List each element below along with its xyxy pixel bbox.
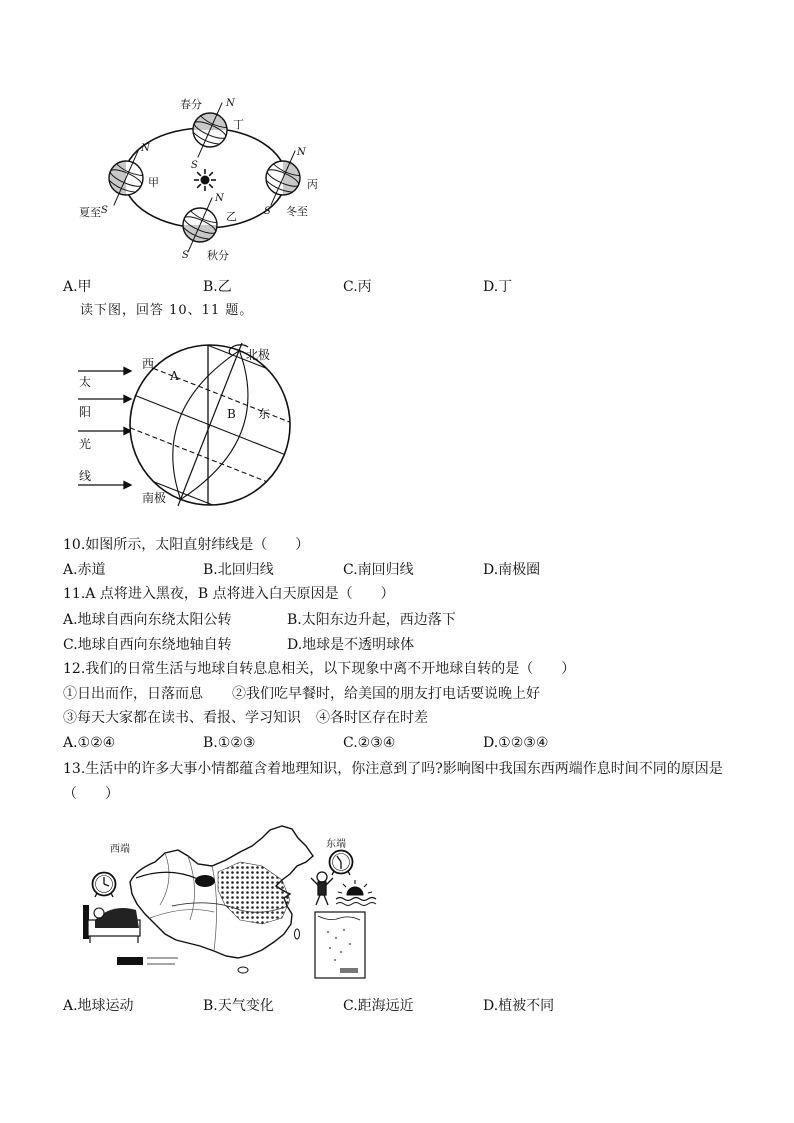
label-autumn-equinox: 秋分 xyxy=(207,249,229,262)
label-south: S xyxy=(101,205,108,216)
q11-option-b: B.太阳东边升起，西边落下 xyxy=(287,612,456,628)
q9-option-a: A.甲 xyxy=(63,279,92,295)
china-map-diagram xyxy=(78,822,393,990)
sun-ray xyxy=(209,172,213,176)
label-east: 东 xyxy=(258,407,271,421)
sunlight-char-3: 光 xyxy=(79,437,92,451)
sun-ray xyxy=(368,892,372,893)
label-point-b: B xyxy=(227,407,236,421)
earth-night-side xyxy=(283,161,300,195)
inset-island xyxy=(343,929,345,931)
sun-ray xyxy=(197,172,201,176)
label-jia: 甲 xyxy=(148,176,159,189)
q13-option-a: A.地球运动 xyxy=(63,998,134,1014)
sleeping-person-icon xyxy=(83,905,140,943)
q10-option-a: A.赤道 xyxy=(63,562,106,578)
south-china-sea-inset xyxy=(315,912,365,978)
label-winter-solstice: 冬至 xyxy=(286,205,308,218)
q11-option-a: A.地球自西向东绕太阳公转 xyxy=(63,612,232,628)
label-point-a: A xyxy=(170,369,179,383)
earth-night-side xyxy=(109,161,126,195)
q9-option-b: B.乙 xyxy=(203,279,232,295)
inset-island xyxy=(334,959,336,961)
inset-island xyxy=(335,937,337,939)
q12-statement-3: ③每天大家都在读书、看报、学习知识 xyxy=(63,710,301,726)
q12-option-a: A.①②④ xyxy=(63,735,116,751)
person-body xyxy=(318,882,326,895)
q11-option-d: D.地球是不透明球体 xyxy=(287,637,415,653)
q12-statement-4: ④各时区存在时差 xyxy=(316,710,428,726)
label-north: N xyxy=(226,98,235,109)
arrowhead xyxy=(124,368,131,375)
globe-diagram xyxy=(70,340,310,512)
waves xyxy=(336,903,376,906)
q13-answer-blank: （ ） xyxy=(63,786,119,802)
label-summer-solstice: 夏至 xyxy=(79,206,101,219)
sunlight-char-2: 阳 xyxy=(79,405,92,419)
label-east-end: 东端 xyxy=(326,839,346,850)
q11-option-c: C.地球自西向东绕地轴自转 xyxy=(63,637,232,653)
inset-island xyxy=(327,931,329,933)
q12-stem: 12.我们的日常生活与地球自转息息相关，以下现象中离不开地球自转的是（ ） xyxy=(63,661,576,677)
q11-stem: 11.A 点将进入黑夜，B 点将进入白天原因是（ ） xyxy=(63,586,395,602)
waves xyxy=(336,898,376,901)
sunlight-char-1: 太 xyxy=(79,375,92,389)
label-north: N xyxy=(215,193,224,204)
dark-region xyxy=(195,875,215,887)
label-bing: 丙 xyxy=(307,178,318,191)
waking-person-icon xyxy=(311,872,333,905)
q12-statement-2: ②我们吃早餐时，给美国的朋友打电话要说晚上好 xyxy=(232,686,540,702)
inset-island xyxy=(329,947,331,949)
label-north: N xyxy=(141,143,150,154)
q12-option-b: B.①②③ xyxy=(203,735,256,751)
sun-ray xyxy=(338,892,342,893)
clock-foot xyxy=(111,893,113,897)
inset-scale-tag xyxy=(340,968,358,973)
hainan-island xyxy=(238,967,248,973)
label-south: S xyxy=(182,250,189,261)
q13-option-c: C.距海远近 xyxy=(343,998,414,1014)
label-spring-equinox: 春分 xyxy=(180,98,202,111)
q10-stem: 10.如图所示，太阳直射纬线是（ ） xyxy=(63,537,310,553)
q9-option-d: D.丁 xyxy=(483,279,513,295)
sun-icon xyxy=(194,169,216,191)
sun-ray xyxy=(364,884,367,887)
clock-foot xyxy=(95,893,97,897)
q12-option-c: C.②③④ xyxy=(343,735,396,751)
q10-option-c: C.南回归线 xyxy=(343,562,414,578)
label-north-pole: 北极 xyxy=(246,348,271,362)
label-west: 西 xyxy=(142,357,155,371)
taiwan-island xyxy=(295,929,300,939)
inset-island xyxy=(349,943,351,945)
q10-option-b: B.北回归线 xyxy=(203,562,274,578)
inset-island xyxy=(340,951,342,953)
q12-option-d: D.①②③④ xyxy=(483,735,549,751)
q13-stem: 13.生活中的许多大事小情都蕴含着地理知识，你注意到了吗?影响图中我国东西两端作息时间不同的原因是 xyxy=(63,761,723,777)
sunlight-char-4: 线 xyxy=(79,469,92,483)
orbit-diagram xyxy=(50,90,350,268)
clock-foot xyxy=(348,871,350,875)
sun-ray xyxy=(197,184,201,188)
sun-core xyxy=(201,176,210,185)
legend-black-bar xyxy=(117,957,143,965)
label-south-pole: 南极 xyxy=(142,491,167,505)
q10-option-d: D.南极圈 xyxy=(483,562,541,578)
arrowhead xyxy=(124,482,131,489)
label-ding: 丁 xyxy=(233,118,244,131)
person-leg xyxy=(316,895,320,905)
label-south: S xyxy=(191,160,198,171)
q13-option-d: D.植被不同 xyxy=(483,998,555,1014)
person-leg xyxy=(324,895,328,905)
q12-statement-1: ①日出而作，日落而息 xyxy=(63,686,203,702)
east-clock-icon xyxy=(330,851,353,876)
label-south: S xyxy=(264,206,271,217)
q13-option-b: B.天气变化 xyxy=(203,998,274,1014)
instruction-text: 读下图，回答 10、11 题。 xyxy=(80,303,254,318)
rising-sun xyxy=(347,887,363,895)
clock-foot xyxy=(332,871,334,875)
person-head xyxy=(317,872,327,882)
label-yi: 乙 xyxy=(226,210,237,223)
sun-ray xyxy=(209,184,213,188)
label-west-end: 西端 xyxy=(110,844,130,855)
label-north: N xyxy=(297,147,306,158)
sun-ray xyxy=(343,884,346,887)
sunrise-icon xyxy=(336,880,376,906)
west-clock-icon xyxy=(93,873,116,898)
q9-option-c: C.丙 xyxy=(343,279,372,295)
arrowhead xyxy=(124,396,131,403)
sleeper-head xyxy=(94,908,104,918)
